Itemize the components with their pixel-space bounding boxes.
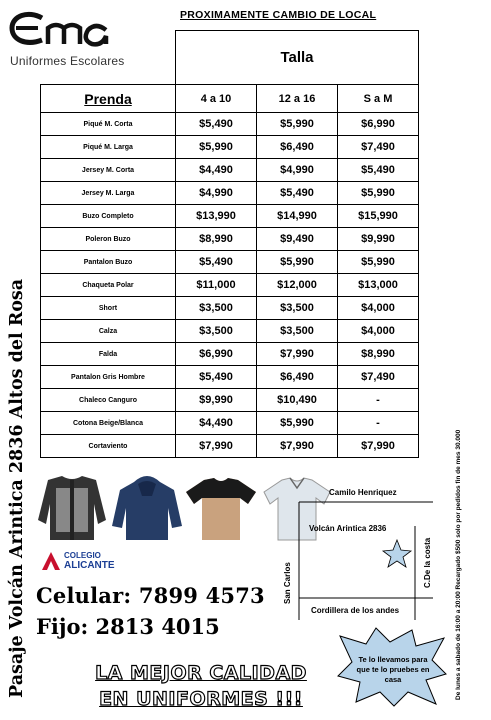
price-cell: $5,990 — [338, 182, 419, 205]
price-cell: $4,990 — [176, 182, 257, 205]
price-cell: $5,490 — [176, 366, 257, 389]
table-row — [41, 343, 419, 366]
size-header: S a M — [338, 85, 419, 113]
table-row — [41, 113, 419, 136]
garment-name: Calza — [41, 320, 176, 343]
table-row — [41, 389, 419, 412]
price-cell: $3,500 — [257, 320, 338, 343]
price-cell: $5,490 — [338, 159, 419, 182]
price-cell: $4,490 — [176, 412, 257, 435]
delivery-text: Te lo llevamos para que te lo pruebes en casa — [356, 655, 430, 684]
garment-name: Chaqueta Polar — [41, 274, 176, 297]
garment-name: Piqué M. Larga — [41, 136, 176, 159]
moving-banner: PROXIMAMENTE CAMBIO DE LOCAL — [180, 9, 377, 21]
tshirt-image — [184, 474, 258, 542]
garment-name: Pantalon Buzo — [41, 251, 176, 274]
garment-name: Buzo Completo — [41, 205, 176, 228]
price-cell: $5,990 — [338, 251, 419, 274]
price-cell: $10,490 — [257, 389, 338, 412]
table-row — [41, 136, 419, 159]
price-cell: $7,490 — [338, 136, 419, 159]
hoodie-image — [110, 474, 184, 542]
garment-name: Piqué M. Corta — [41, 113, 176, 136]
price-cell: $6,990 — [176, 343, 257, 366]
price-cell: $3,500 — [176, 320, 257, 343]
slogan-line2: EN UNIFORMES !!! — [99, 688, 303, 710]
price-cell: $8,990 — [176, 228, 257, 251]
table-row — [41, 228, 419, 251]
garment-name: Falda — [41, 343, 176, 366]
table-row — [41, 159, 419, 182]
price-cell: $5,490 — [257, 182, 338, 205]
price-cell: $7,990 — [176, 435, 257, 458]
garment-name: Jersey M. Corta — [41, 159, 176, 182]
price-cell: - — [338, 389, 419, 412]
price-cell: $7,490 — [338, 366, 419, 389]
map-street-main: Volcán Arintica 2836 — [309, 524, 387, 533]
price-cell: $4,000 — [338, 320, 419, 343]
price-cell: $6,990 — [338, 113, 419, 136]
price-cell: $5,990 — [257, 412, 338, 435]
price-cell: $7,990 — [338, 435, 419, 458]
table-row — [41, 320, 419, 343]
price-cell: $11,000 — [176, 274, 257, 297]
price-cell: $5,990 — [176, 136, 257, 159]
price-cell: $7,990 — [257, 343, 338, 366]
price-cell: $5,990 — [257, 113, 338, 136]
prenda-header: Prenda — [41, 85, 176, 113]
price-cell: $13,000 — [338, 274, 419, 297]
address-vertical: Pasaje Volcán Arintica 2836 Altos del Rosa — [7, 278, 27, 698]
garment-name: Cotona Beige/Blanca — [41, 412, 176, 435]
garment-name: Pantalon Gris Hombre — [41, 366, 176, 389]
table-row — [41, 274, 419, 297]
price-cell: $8,990 — [338, 343, 419, 366]
price-cell: $6,490 — [257, 136, 338, 159]
brand-subtitle: Uniformes Escolares — [10, 54, 125, 68]
map-lines — [283, 480, 443, 620]
map-street-left: San Carlos — [283, 562, 292, 604]
price-table — [40, 30, 419, 458]
college-emblem-icon — [40, 550, 62, 572]
price-cell: $14,990 — [257, 205, 338, 228]
college-line2: ALICANTE — [64, 560, 115, 571]
map-street-top: Camilo Henriquez — [329, 488, 397, 497]
price-cell: - — [338, 412, 419, 435]
map-street-right: C.De la costa — [423, 537, 432, 588]
size-header: 4 a 10 — [176, 85, 257, 113]
price-cell: $9,990 — [176, 389, 257, 412]
location-star-icon — [383, 540, 411, 567]
size-header: 12 a 16 — [257, 85, 338, 113]
table-row — [41, 251, 419, 274]
garment-name: Short — [41, 297, 176, 320]
garment-name: Poleron Buzo — [41, 228, 176, 251]
table-row — [41, 297, 419, 320]
price-cell: $13,990 — [176, 205, 257, 228]
garment-name: Cortaviento — [41, 435, 176, 458]
price-cell: $7,990 — [257, 435, 338, 458]
talla-header: Talla — [176, 31, 419, 85]
table-row — [41, 435, 419, 458]
garment-name: Jersey M. Larga — [41, 182, 176, 205]
table-row — [41, 366, 419, 389]
price-cell: $5,990 — [257, 251, 338, 274]
price-cell: $4,990 — [257, 159, 338, 182]
landline-phone: Fijo: 2813 4015 — [36, 614, 220, 639]
table-row — [41, 182, 419, 205]
college-line1: COLEGIO — [64, 551, 101, 560]
table-row — [41, 412, 419, 435]
price-cell: $5,490 — [176, 113, 257, 136]
price-cell: $12,000 — [257, 274, 338, 297]
price-cell: $6,490 — [257, 366, 338, 389]
cell-phone: Celular: 7899 4573 — [36, 583, 265, 608]
price-cell: $9,490 — [257, 228, 338, 251]
price-cell: $9,990 — [338, 228, 419, 251]
slogan-line1: LA MEJOR CALIDAD — [95, 662, 307, 684]
price-cell: $15,990 — [338, 205, 419, 228]
price-cell: $4,000 — [338, 297, 419, 320]
map-street-bottom: Cordillera de los andes — [311, 606, 400, 615]
garment-name: Chaleco Canguro — [41, 389, 176, 412]
price-cell: $4,490 — [176, 159, 257, 182]
table-row — [41, 205, 419, 228]
schedule-note: De lunes a sabado de 16:00 a 20:00 Recargado $500 solo por pedidos fin de mes 30.000 — [455, 429, 462, 700]
price-cell: $3,500 — [176, 297, 257, 320]
table-corner — [41, 31, 176, 85]
location-map — [283, 480, 443, 620]
price-cell: $5,490 — [176, 251, 257, 274]
price-cell: $3,500 — [257, 297, 338, 320]
jacket-image — [34, 474, 110, 542]
